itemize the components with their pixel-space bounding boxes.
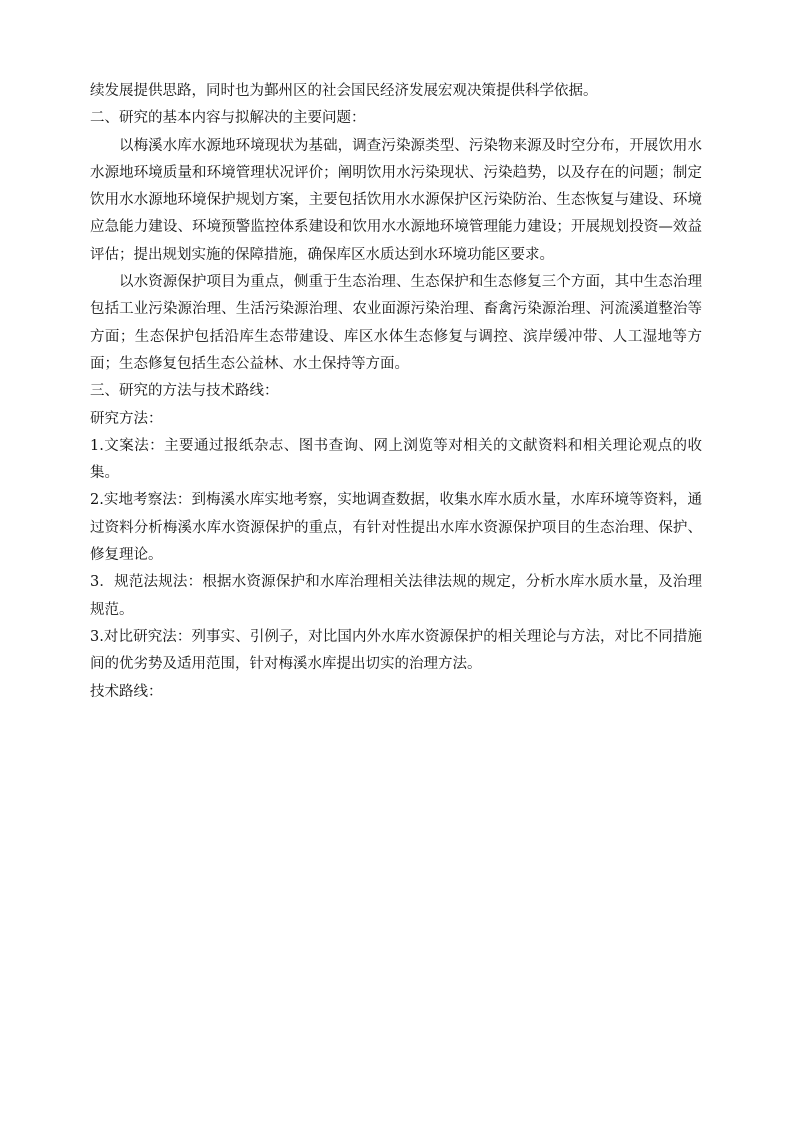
- method-item-4: 3.对比研究法：列事实、引例子，对比国内外水库水资源保护的相关理论与方法，对比不同措施间的优劣势及适用范围，针对梅溪水库提出切实的治理方法。: [90, 628, 702, 673]
- method-item-2: 2.实地考察法：到梅溪水库实地考察，实地调查数据，收集水库水质水量，水库环境等资料，通过资料分析梅溪水库水资源保护的重点，有针对性提出水库水资源保护项目的生态治理、保护、修复理论。: [90, 492, 702, 564]
- section-2-paragraph-2: 以水资源保护项目为重点，侧重于生态治理、生态保护和生态修复三个方面，其中生态治理包括工业污染源治理、生活污染源治理、农业面源污染治理、畜禽污染源治理、河流溪道整治等方面；生态保护包括沿库生态带建设、库区水体生态修复与调控、滨岸缓冲带、人工湿地等方面；生态修复包括生态公益林、水土保持等方面。: [90, 274, 702, 372]
- section-2-heading: 二、研究的基本内容与拟解决的主要问题：: [90, 110, 366, 127]
- document-body: [90, 78, 702, 706]
- method-item-3: 3．规范法规法：根据水资源保护和水库治理相关法律法规的规定，分析水库水质水量，及治理规范。: [90, 574, 702, 618]
- method-item-1: 1.文案法：主要通过报纸杂志、图书查询、网上浏览等对相关的文献资料和相关理论观点的收集。: [90, 437, 702, 482]
- section-3-heading: 三、研究的方法与技术路线：: [90, 383, 279, 400]
- technical-route-label: 技术路线：: [90, 683, 163, 700]
- section-2-paragraph-1: 以梅溪水库水源地环境现状为基础，调查污染源类型、污染物来源及时空分布，开展饮用水水源地环境质量和环境管理状况评价；阐明饮用水污染现状、污染趋势，以及存在的问题；制定饮用水水源地环境保护规划方案，主要包括饮用水水源保护区污染防治、生态恢复与建设、环境应急能力建设、环境预警监控体系建设和饮用水水源地环境管理能力建设；开展规划投资—效益评估；提出规划实施的保障措施，确保库区水质达到水环境功能区要求。: [90, 137, 702, 263]
- research-methods-label: 研究方法：: [90, 410, 163, 427]
- intro-paragraph-tail: 续发展提供思路，同时也为鄞州区的社会国民经济发展宏观决策提供科学依据。: [90, 83, 598, 99]
